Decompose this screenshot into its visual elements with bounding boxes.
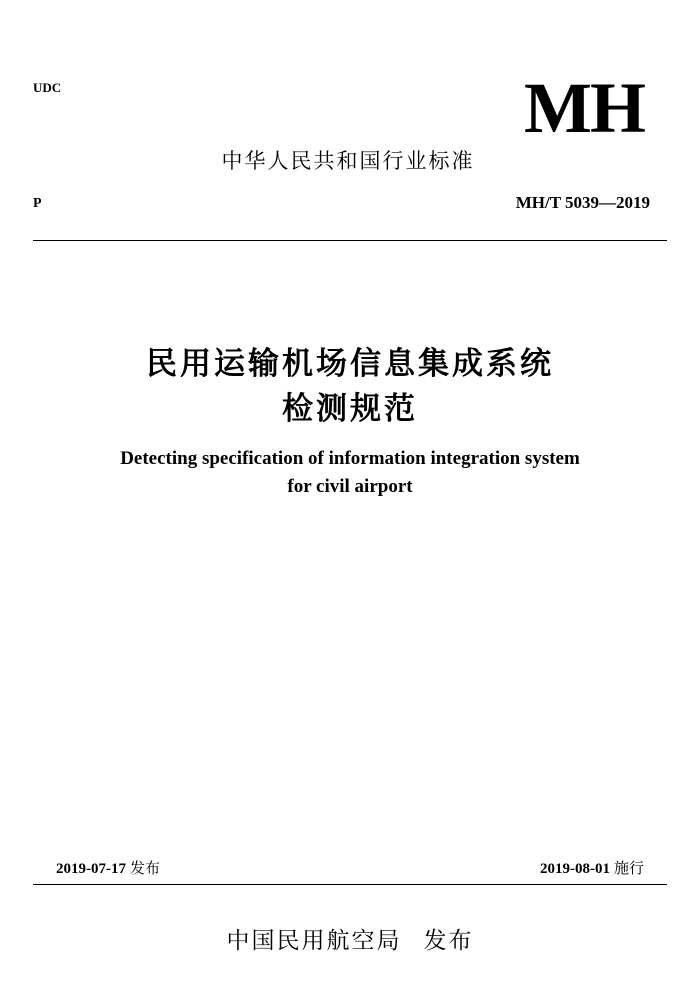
standard-number: MH/T 5039—2019 [515,193,650,212]
publish-label: 发布 [423,928,474,954]
national-standard-heading: 中华人民共和国行业标准 [221,149,475,173]
title-english-line-2: for civil airport [287,476,413,497]
issue-date-value: 2019-07-17 [56,861,126,877]
publisher-name: 中国民用航空局 [226,928,402,954]
implementation-date-value: 2019-08-01 [539,861,610,877]
title-chinese-line-2: 检测规范 [282,391,418,427]
title-chinese-line-1: 民用运输机场信息集成系统 [146,346,554,382]
issue-date-label: 发布 [130,859,161,877]
implementation-date-label: 施行 [613,859,644,877]
title-english-line-1: Detecting specification of information integration system [120,448,580,469]
bottom-divider [33,884,667,885]
implementation-date [540,857,644,878]
publisher-line [0,922,700,955]
issue-date [56,857,160,878]
top-divider [33,240,667,241]
classification-code: P [33,196,42,211]
udc-label: UDC [33,80,62,95]
mh-logo: MH [524,68,644,148]
